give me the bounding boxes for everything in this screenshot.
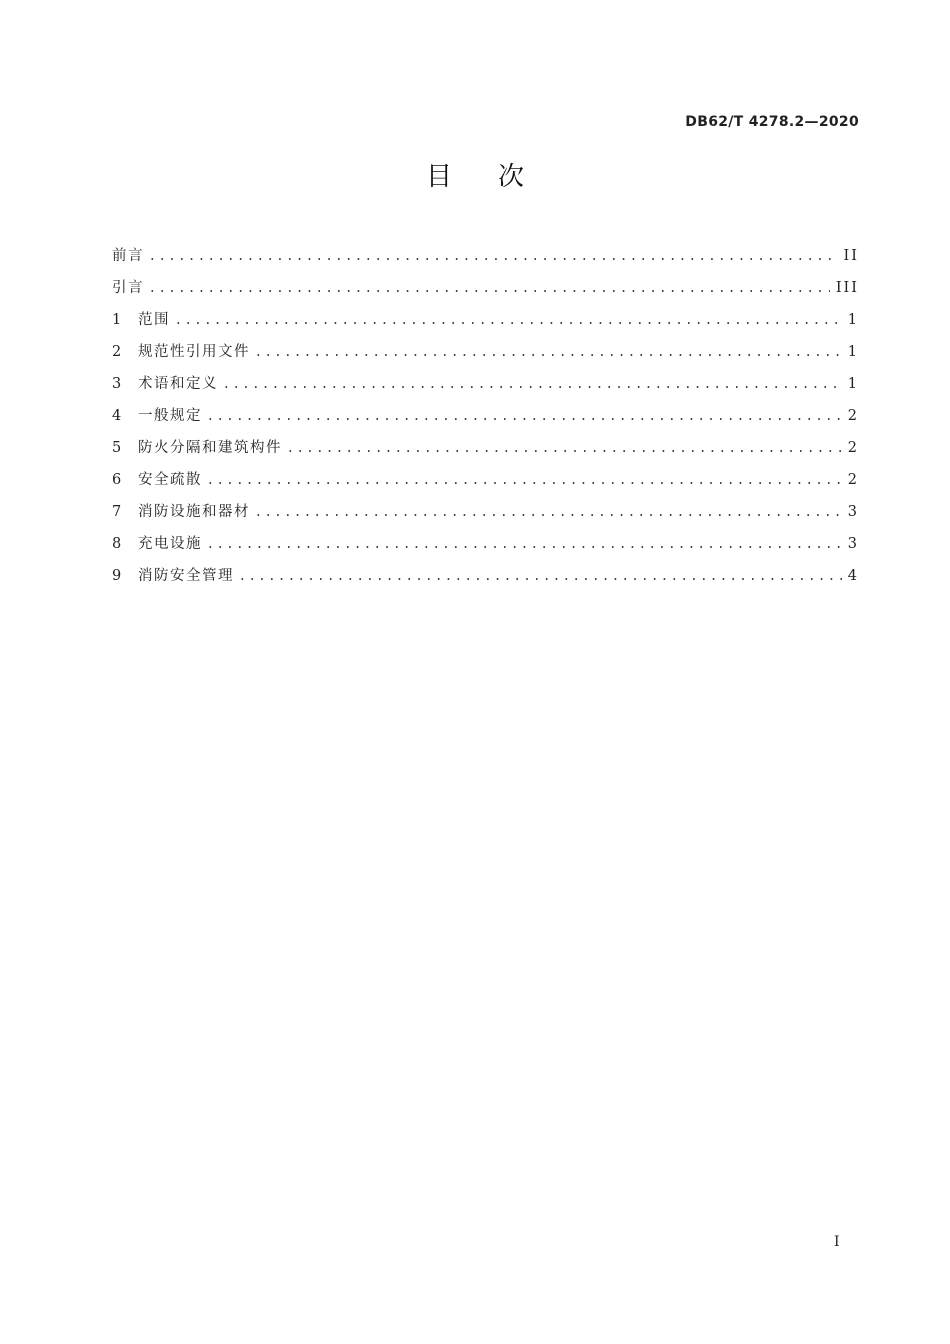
toc-entry-page: 1 bbox=[847, 312, 859, 328]
page-title: 目次 bbox=[425, 162, 570, 192]
toc-dot-leader bbox=[256, 500, 842, 524]
toc-entry-page: 3 bbox=[847, 504, 859, 520]
toc-entry-terms-definitions[interactable] bbox=[112, 372, 859, 404]
toc-dot-leader bbox=[208, 532, 842, 556]
toc-entry-label: 一般规定 bbox=[138, 408, 202, 424]
toc-entry-charging-facilities[interactable] bbox=[112, 532, 859, 564]
toc-entry-foreword[interactable] bbox=[112, 244, 859, 276]
toc-entry-label: 防火分隔和建筑构件 bbox=[138, 440, 282, 456]
toc-entry-label: 引言 bbox=[112, 280, 144, 296]
toc-entry-label: 术语和定义 bbox=[138, 376, 218, 392]
toc-entry-label: 前言 bbox=[112, 248, 144, 264]
toc-entry-page: II bbox=[843, 248, 859, 264]
toc-entry-fire-safety-management[interactable] bbox=[112, 564, 859, 596]
toc-entry-fire-separation[interactable] bbox=[112, 436, 859, 468]
toc-entry-page: 2 bbox=[847, 472, 859, 488]
toc-entry-page: 1 bbox=[847, 376, 859, 392]
page-number: I bbox=[834, 1234, 840, 1250]
toc-entry-number: 1 bbox=[112, 312, 122, 328]
toc-entry-safe-evacuation[interactable] bbox=[112, 468, 859, 500]
toc-entry-page: 2 bbox=[847, 440, 859, 456]
toc-entry-page: 1 bbox=[847, 344, 859, 360]
toc-dot-leader bbox=[288, 436, 842, 460]
toc-entry-label: 范围 bbox=[138, 312, 170, 328]
toc-entry-number: 7 bbox=[112, 504, 122, 520]
toc-dot-leader bbox=[240, 564, 842, 588]
table-of-contents bbox=[112, 244, 859, 596]
toc-entry-label: 规范性引用文件 bbox=[138, 344, 250, 360]
toc-entry-number: 9 bbox=[112, 568, 122, 584]
toc-dot-leader bbox=[176, 308, 842, 332]
toc-entry-number: 6 bbox=[112, 472, 122, 488]
toc-dot-leader bbox=[208, 404, 842, 428]
toc-entry-label: 充电设施 bbox=[138, 536, 202, 552]
toc-entry-page: 2 bbox=[847, 408, 859, 424]
toc-dot-leader bbox=[256, 340, 842, 364]
toc-dot-leader bbox=[150, 244, 838, 268]
toc-entry-label: 安全疏散 bbox=[138, 472, 202, 488]
toc-entry-introduction[interactable] bbox=[112, 276, 859, 308]
toc-entry-number: 5 bbox=[112, 440, 122, 456]
toc-entry-page: 4 bbox=[847, 568, 859, 584]
toc-dot-leader bbox=[150, 276, 830, 300]
toc-entry-label: 消防安全管理 bbox=[138, 568, 234, 584]
toc-entry-page: III bbox=[835, 280, 859, 296]
toc-dot-leader bbox=[208, 468, 842, 492]
toc-entry-number: 8 bbox=[112, 536, 122, 552]
toc-entry-general-provisions[interactable] bbox=[112, 404, 859, 436]
toc-entry-number: 4 bbox=[112, 408, 122, 424]
toc-entry-page: 3 bbox=[847, 536, 859, 552]
toc-entry-number: 3 bbox=[112, 376, 122, 392]
document-number: DB62/T 4278.2—2020 bbox=[685, 114, 859, 130]
toc-entry-label: 消防设施和器材 bbox=[138, 504, 250, 520]
toc-entry-number: 2 bbox=[112, 344, 122, 360]
toc-entry-fire-facilities[interactable] bbox=[112, 500, 859, 532]
toc-entry-scope[interactable] bbox=[112, 308, 859, 340]
toc-entry-normative-references[interactable] bbox=[112, 340, 859, 372]
toc-dot-leader bbox=[224, 372, 842, 396]
